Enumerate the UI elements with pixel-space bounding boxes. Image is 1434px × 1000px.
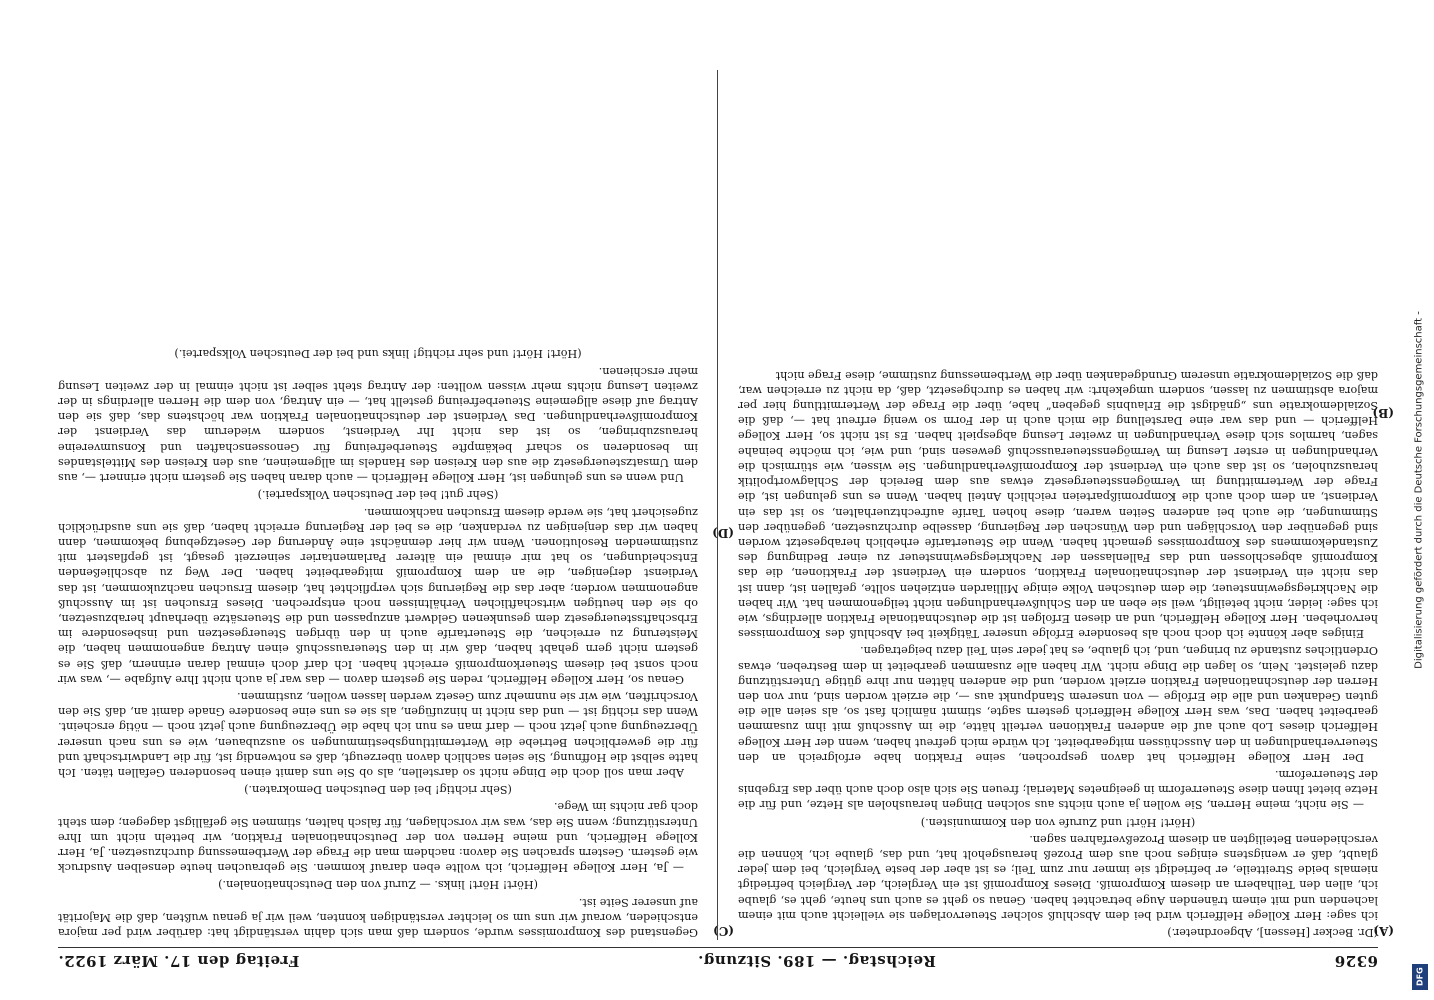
scanned-page [38,60,1398,980]
header-title: Reichstag. — 189. Sitzung. [697,952,936,970]
paragraph: Einiges aber könnte ich doch noch als besondere Erfolge unserer Tätigkeit bei Abschluß des Kompromisses hervorheben. Herr Kollege Helfferich, und an diesen Erfolgen ist die deutschnationale Fraktion allerdings, wie ich sage: leider, nicht beteiligt, weil sie eben an den Schlußverhandlungen nicht teilgenommen hat. Wir haben die Nachkriegsgewinnsteuer, die dem deutschen Volke einige Milliarden entziehen sollte, gefallen ist, dann ist das nicht ein Verdienst der deutschnationalen Fraktion, sondern ein Verdienst der Fraktionen, die das Kompromiß abgeschlossen und das Fallenlassen der Nachkriegsgewinnsteuer zu einer Bedingung des Zustandekommens des Kompromisses gemacht haben. Wenn die Steuertarife erheblich herabgesetzt worden sind gegenüber den Vorschlägen und den Wünschen der Regierung, dasselbe durchzusetzen, gegenüber den Stimmungen, die auch bei anderen Seiten waren, diese hohen Tarife aufrechtzuerhalten, so ist das ein Verdienst, an dem doch auch die Kompromißparteien reichlich Anteil haben. Wenn es uns gelungen ist, die Frage der Wertermittlung im Vermögenssteuergesetz etwas aus dem Bereich der Schlagwortpolitik herauszuholen, so ist das auch ein Verdienst der Kompromißverhandlungen. Sie wissen, wie stürmisch die Verhandlungen in erster Lesung im Vermögenssteuerausschuß gewesen sind, und wie, ich möchte beinahe sagen, harmlos sich diese Verhandlungen in zweiter Lesung abgespielt haben. Es ist nicht so, Herr Kollege Helfferich — und das war eine Darstellung die mich auch in der Form so wenig erfreut hat —, daß die Sozialdemokratie uns „gnädigst die Erlaubnis gegeben“ habe, über die Frage der Wertermittlung hier per majora abstimmen zu lassen, sondern umgekehrt: wir haben es durchgesetzt, daß, da nicht zu erreichen war, daß die Sozialdemokratie unserem Grundgedanken über die Wertbemessung zustimme, diese Frage nicht [738,368,1378,641]
speaker-line: (Dr. Becker [Hessen], Abgeordneter.) [1167,926,1378,939]
margin-marker-d: (D) [712,526,734,540]
page-header [58,947,1378,974]
credit-strip [1408,0,1430,1000]
column-divider [717,70,718,940]
paragraph: Gegenstand des Kompromisses wurde, sondern daß man sich dahin verständigt hat: darüber wird per majora entschieden, worauf wir uns um so leichter verständigen konnten, weil wir ja genau wußten, daß die Majorität auf unserer Seite ist. [58,895,698,939]
credit-text: Digitalisierung gefördert durch die Deutsche Forschungsgemeinschaft - [1413,311,1425,669]
margin-marker-b: (B) [1372,406,1394,420]
page-number: 6326 [1334,952,1378,970]
interjection: (Hört! Hört! und sehr richtig! links und bei der Deutschen Volkspartei.) [174,347,582,361]
interjection: (Hört! Hört! und Zurufe von den Kommunisten.) [920,815,1196,829]
interjection: (Sehr gut! bei der Deutschen Volkspartei.) [257,488,499,502]
margin-marker-c: (C) [713,924,734,938]
right-column [58,70,698,940]
paragraph: — Sie nicht, meine Herren, Sie wollen ja auch nichts aus solchen Dingen herausholen als Hetze, und für die Hetze bietet Ihnen diese Steuerreform in geeignetes Material; freuen Sie sich also doch auch über das Ergebnis der Steuerreform. [738,767,1378,812]
left-column [738,70,1378,940]
interjection: (Sehr richtig! bei den Deutschen Demokraten.) [244,783,512,797]
paragraph: — Ja, Herr Kollege Helfferich, ich wollte eben darauf kommen. Sie gebrauchen heute denselben Ausdruck wie gestern. Gestern sprachen Sie davon: nachdem man die Frage der Wertbemessung durchzusetzen. Ja, Herr Kollege Helfferich, und meine Herren von der Deutschnationalen Fraktion, wir betteln nicht um Ihre Unterstützung; wenn Sie das, was wir vorschlagen, für falsch halten, stimmen Sie gefälligst dagegen; dem steht doch gar nichts im Wege. [58,800,698,875]
paragraph: Genau so, Herr Kollege Helfferich, reden Sie gestern davon — das war ja auch nicht Ihre Aufgabe —, was wir noch sonst bei diesem Steuerkompromiß erreicht haben. Ich darf doch einmal daran erinnern, daß Sie es gestern nicht gern gehabt haben, daß wir in den Steuerausschuß einen Antrag angenommen haben, die Meisterung zu erreichen, die Steuertarife auch in den übrigen Steuergesetzen und insbesondere im Erbschaftssteuergesetz dem gesunkenen Geldwert anzupassen und die Steuersätze überhaupt herabzusetzen, ob sie den heutigen wirtschaftlichen Verhältnissen noch entsprechen. Dieses Ersuchen ist im Ausschuß angenommen worden; aber das die Regierung sich verpflichtet hat, diesem Ersuchen nachzukommen, ist das Verdienst derjenigen, die an dem Kompromiß mitgearbeitet haben. Der Weg zu abschließenden Entscheidungen, so hat mir einmal ein älterer Parlamentarier seinerzeit gesagt, ist gepflastert mit zustimmenden Resolutionen. Wenn wir hier demnächst eine Änderung der Gesetzgebung bekommen, dann haben wir das denjenigen zu verdanken, die es bei der Regierung erreicht haben, daß sie uns ausdrücklich zugesichert hat, sie werde diesem Ersuchen nachkommen. [58,505,698,686]
dfg-logo: DFG [1412,964,1428,990]
paragraph: ich sage: Herr Kollege Helfferich wird bei dem Abschluß solcher Steuervorlagen sie vielleicht auch mit einem lachenden und mit einem tränenden Auge betrachtet haben. Genau so geht es auch uns heute, geht es, glaube ich, allen den Teilhabern an diesem Kompromiß. Dieses Kompromiß ist ein Vergleich, der Vergleich befriedigt niemals beide Streitteile, er befriedigt sie immer nur zum Teil; es ist aber der beste Vergleich, bei dem jeder glaubt, daß er wenigstens einiges noch aus dem Prozeß herausgeholt hat, und das, glaube ich, können die verschiedenen Beteiligten an diesem Prozeßverfahren sagen. [738,832,1378,922]
interjection: (Hört! Hört! links. — Zuruf von den Deutschnationalen.) [218,878,538,892]
paragraph: Und wenn es uns gelungen ist, Herr Kollege Helfferich — auch daran haben Sie gestern nicht erinnert —, aus dem Umsatzsteuergesetz die aus den Kreisen des Handels im allgemeinen, aus den Kreisen des Mittelstandes im besonderen so scharf bekämpfte Steuerbefreiung für Genossenschaften und Konsumvereine herauszubringen, so ist das nicht Ihr Verdienst, sondern wiederum das Verdienst der Kompromißverhandlungen. Das Verdienst der deutschnationalen Fraktion war höchstens das, daß sie den Antrag auf diese allgemeine Steuerbefreiung gestellt hat, — ein Antrag, von dem die Herren allerdings in der zweiten Lesung nichts mehr wissen wollten: der Antrag steht selber ist nicht einmal in der zweiten Lesung mehr erschienen. [58,364,698,485]
paragraph: Aber man soll doch die Dinge nicht so darstellen, als ob Sie uns damit einen besonderen Gefallen täten. Ich hatte selbst die Hoffnung, Sie seien sachlich davon überzeugt, daß es notwendig ist, für die Landwirtschaft und für die gewerblichen Betriebe die Wertermittlungsbestimmungen so auszubauen, wie es uns nach unserer Überzeugung auch jetzt noch — darf man es nun ich habe die Überzeugung auch jetzt noch — nötig erscheint. Wenn das richtig ist — und das nicht in hinzufügen, als sie es uns eine besondere Gnade damit an, daß Sie den Vorschriften, wie wir sie nunmehr zum Gesetz werden lassen wollen, zustimmen. [58,689,698,779]
header-date: Freitag den 17. März 1922. [58,952,300,970]
paragraph: Der Herr Kollege Helfferich hat davon gesprochen, seine Fraktion habe erfolgreich an den Steuerverhandlungen in den Ausschüssen mitgearbeitet. Ich würde mich gefreut haben, wenn der Herr Kollege Helfferich dieses Lob auch auf die anderen Fraktionen verteilt hätte, die im Ausschuß mit ihm zusammen gearbeitet haben. Das, was Herr Kollege Helfferich gestern sagte, stimmt nämlich fast so, als seien alle die guten Gedanken und alle die Erfolge — von unserem Standpunkt aus —, die erzielt worden sind, nur von den Herren der deutschnationalen Fraktion erzielt worden, und die anderen hätten nur ihre gütige Unterstützung dazu geleistet. Nein, so lagen die Dinge nicht. Wir haben alle zusammen gearbeitet in dem Bestreben, etwas Ordentliches zustande zu bringen, und, ich glaube, es hat jeder sein Teil dazu beigetragen. [738,644,1378,764]
margin-marker-a: (A) [1373,924,1394,938]
